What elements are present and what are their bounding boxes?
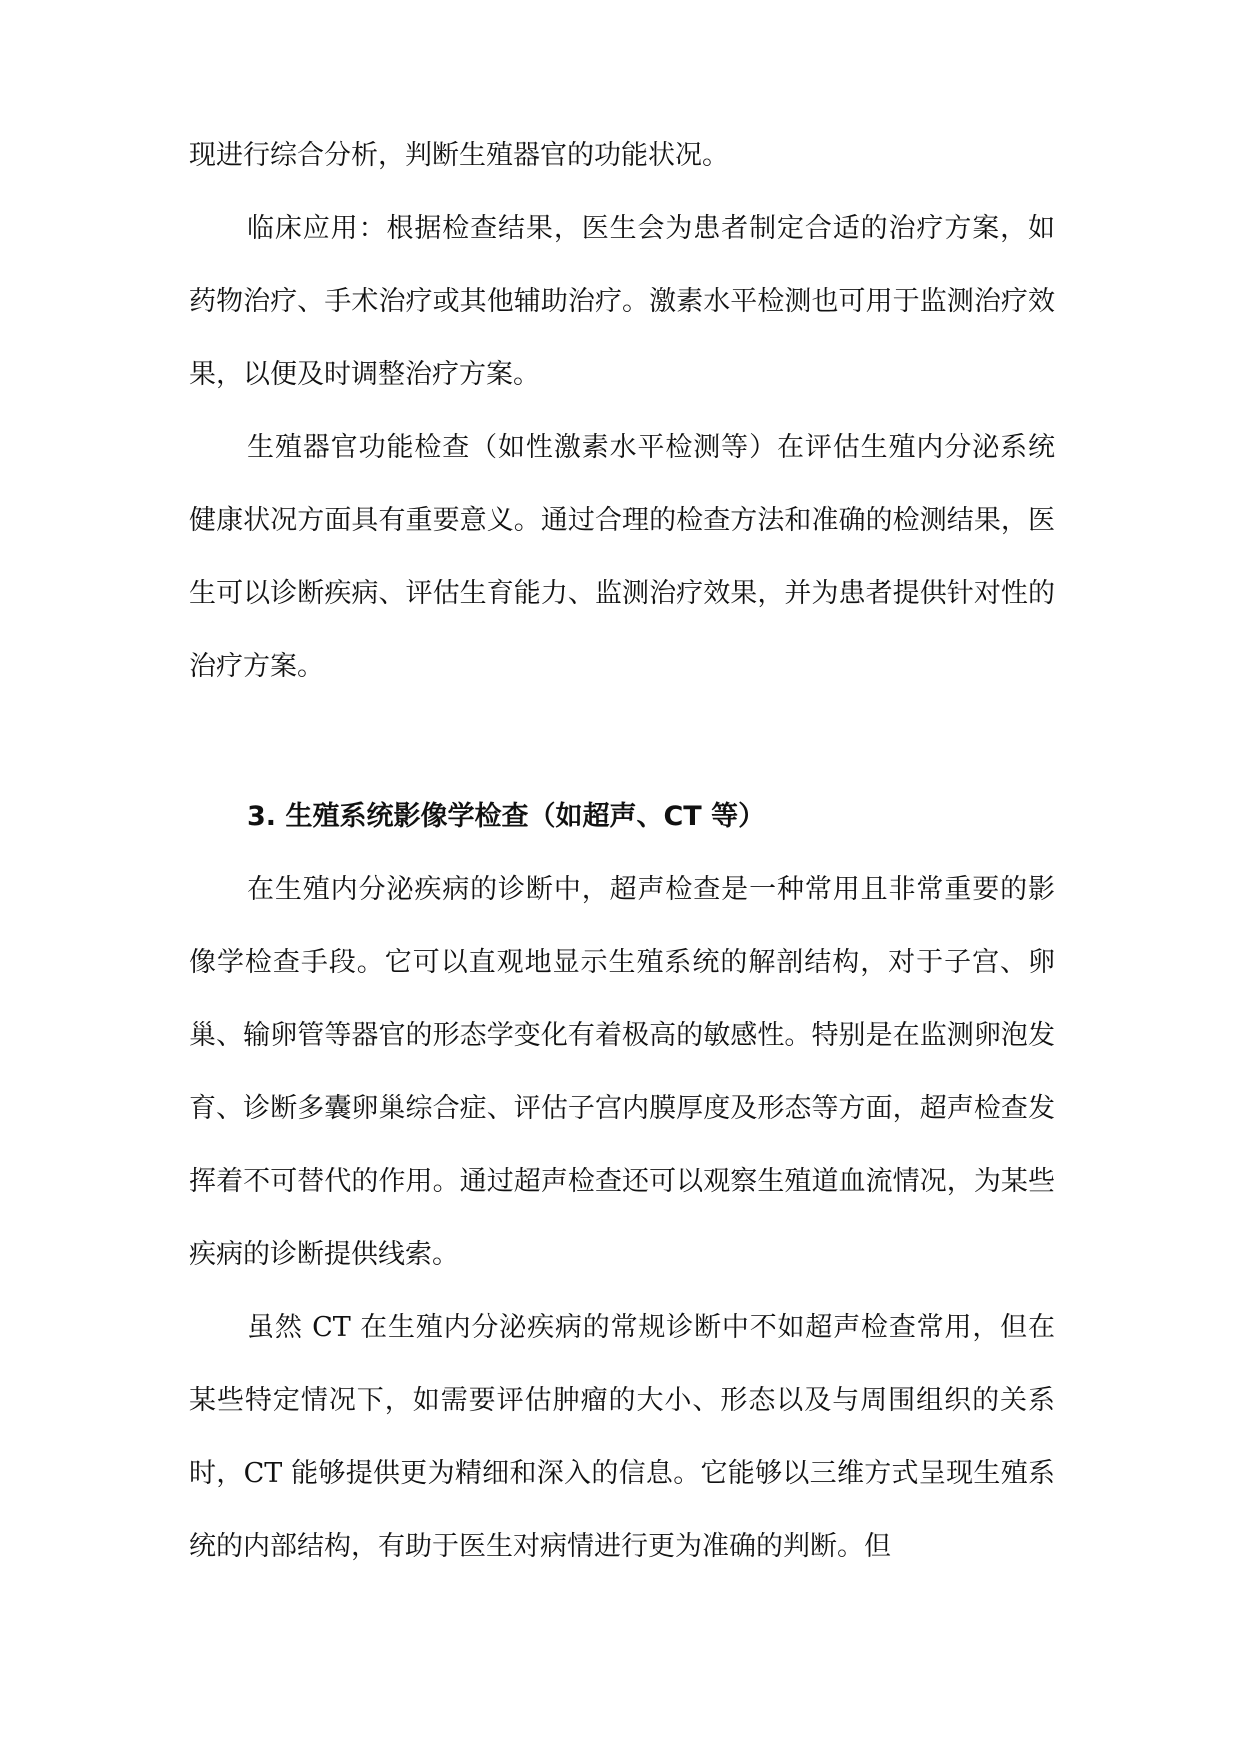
paragraph-3: 生殖器官功能检查（如性激素水平检测等）在评估生殖内分泌系统健康状况方面具有重要意义。通过合理的检查方法和准确的检测结果，医生可以诊断疾病、评估生育能力、监测治疗效果，并为患者提供针对性的治疗方案。	[189, 432, 1055, 682]
text-block-top	[189, 119, 1055, 703]
text-block-bottom	[189, 853, 1055, 1583]
paragraph-1: 现进行综合分析，判断生殖器官的功能状况。	[189, 140, 729, 171]
paragraph-5: 虽然 CT 在生殖内分泌疾病的常规诊断中不如超声检查常用，但在某些特定情况下，如需要评估肿瘤的大小、形态以及与周围组织的关系时，CT 能够提供更为精细和深入的信息。它能够以三维方式呈现生殖系统的内部结构，有助于医生对病情进行更为准确的判断。但	[189, 1312, 1055, 1562]
section-heading: 3. 生殖系统影像学检查（如超声、CT 等）	[247, 801, 766, 832]
paragraph-4: 在生殖内分泌疾病的诊断中，超声检查是一种常用且非常重要的影像学检查手段。它可以直观地显示生殖系统的解剖结构，对于子宫、卵巢、输卵管等器官的形态学变化有着极高的敏感性。特别是在监测卵泡发育、诊断多囊卵巢综合症、评估子宫内膜厚度及形态等方面，超声检查发挥着不可替代的作用。通过超声检查还可以观察生殖道血流情况，为某些疾病的诊断提供线索。	[189, 874, 1055, 1270]
paragraph-2: 临床应用：根据检查结果，医生会为患者制定合适的治疗方案，如药物治疗、手术治疗或其他辅助治疗。激素水平检测也可用于监测治疗效果，以便及时调整治疗方案。	[189, 213, 1055, 390]
